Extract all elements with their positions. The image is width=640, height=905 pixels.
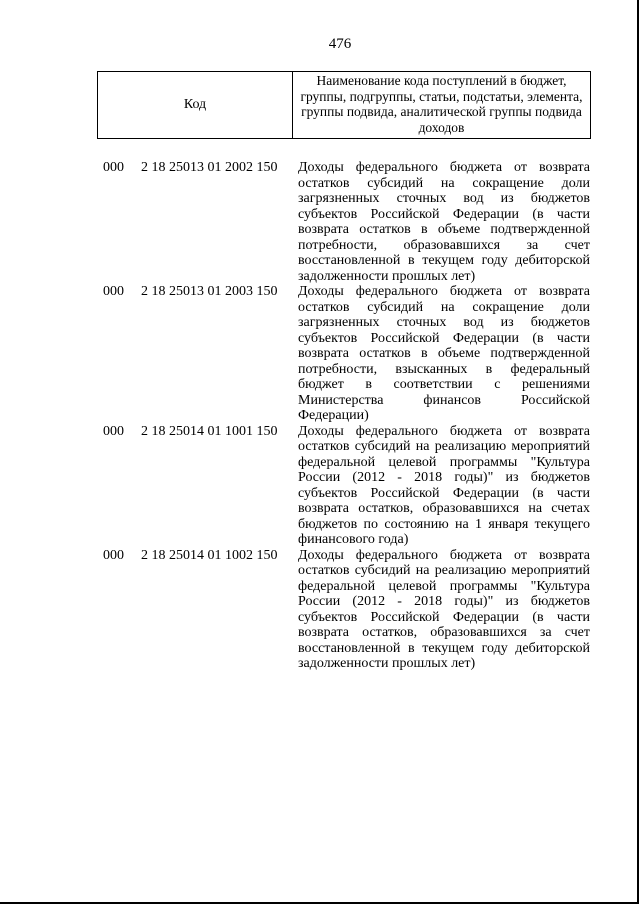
admin-code: 000 (103, 284, 124, 299)
table-header (97, 71, 591, 139)
revenue-code: 2 18 25013 01 2003 150 (141, 284, 278, 299)
table-row (103, 284, 591, 424)
admin-code: 000 (103, 423, 124, 439)
revenue-code: 2 18 25014 01 1002 150 (141, 547, 278, 563)
header-code-cell: Код (98, 72, 293, 138)
revenue-code: 2 18 25013 01 2002 150 (141, 160, 278, 175)
revenue-description: Доходы федерального бюджета от возврата остатков субсидий на сокращение доли загрязненных сточных вод из бюджетов субъектов Российской Федерации (в части возврата остатков в объеме подтвержденной потребности, образовавшихся за счет восстановленной в текущем году дебиторской задолженности прошлых лет) (298, 160, 590, 284)
revenue-description: Доходы федерального бюджета от возврата остатков субсидий на реализацию мероприятий федеральной целевой программы "Культура России (2012 - 2018 годы)" из бюджетов субъектов Российской Федерации (в части возврата остатков, образовавшихся за счет восстановленной в текущем году дебиторской задолженности прошлых лет) (298, 547, 590, 671)
page-number: 476 (328, 36, 352, 52)
table-row (103, 160, 591, 284)
revenue-description: Доходы федерального бюджета от возврата остатков субсидий на реализацию мероприятий федеральной целевой программы "Культура России (2012 - 2018 годы)" из бюджетов субъектов Российской Федерации (в части возврата остатков, образовавшихся на счетах бюджетов по состоянию на 1 января текущего финансового года) (298, 423, 590, 547)
revenue-description: Доходы федерального бюджета от возврата остатков субсидий на сокращение доли загрязненных сточных вод из бюджетов субъектов Российской Федерации (в части возврата остатков в объеме подтвержденной потребности, взысканных в федеральный бюджет в соответствии с решениями Министерства финансов Российской Федерации) (298, 284, 590, 423)
admin-code: 000 (103, 160, 124, 175)
table-body (103, 160, 591, 672)
table-row (103, 424, 591, 548)
admin-code: 000 (103, 547, 124, 563)
header-name-cell: Наименование кода поступлений в бюджет, группы, подгруппы, статьи, подстатьи, элемента, группы подвида, аналитической группы подвида доходов (300, 73, 583, 135)
table-row (103, 548, 591, 672)
revenue-code: 2 18 25014 01 1001 150 (141, 423, 278, 439)
